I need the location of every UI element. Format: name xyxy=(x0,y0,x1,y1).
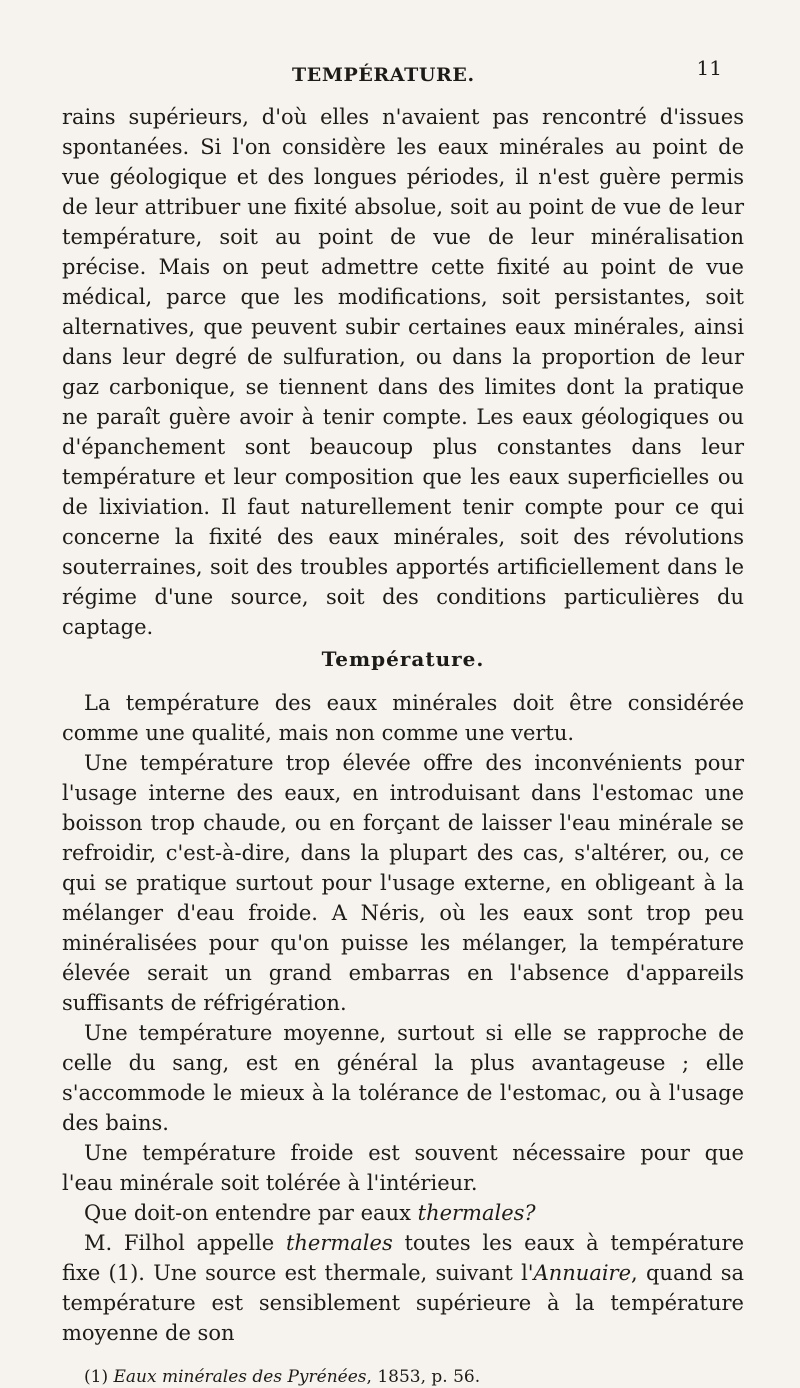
paragraph-7-part-c: , quand sa température est sensiblement supérieure à la température moyenne de son xyxy=(62,1261,744,1345)
paragraph-7 xyxy=(62,1228,744,1348)
running-title: TEMPÉRATURE. xyxy=(292,64,475,86)
paragraph-2: La température des eaux minérales doit être considérée comme une qualité, mais non comme une vertu. xyxy=(62,691,744,745)
paragraph-3: Une température trop élevée offre des inconvénients pour l'usage interne des eaux, en introduisant dans l'estomac une boisson trop chaude, ou en forçant de laisser l'eau minérale se refroidir, c'est-à-dire, dans la plupart des cas, s'altérer, ou, ce qui se pratique surtout pour l'usage externe, en obligeant à la mélanger d'eau froide. A Néris, où les eaux sont trop peu minéralisées pour qu'on puisse les mélanger, la température élevée serait un grand embarras en l'absence d'appareils suffisants de réfrigération. xyxy=(62,751,744,1015)
running-head xyxy=(62,56,744,94)
paragraph-6 xyxy=(62,1198,744,1228)
footnote-title: Eaux minérales des Pyrénées xyxy=(113,1367,367,1387)
paragraph-6-italic: thermales? xyxy=(417,1201,536,1225)
page-text xyxy=(62,102,744,1348)
paragraph-7-part-b: toutes les eaux à température fixe (1). Une source est thermale, suivant l' xyxy=(62,1231,744,1285)
footnote xyxy=(62,1366,744,1388)
paragraph-7-part-a: M. Filhol appelle xyxy=(84,1231,286,1255)
paragraph-4: Une température moyenne, surtout si elle se rapproche de celle du sang, est en général la plus avantageuse ; elle s'accommode le mieux à la tolérance de l'estomac, ou à l'usage des bains. xyxy=(62,1021,744,1135)
footnote-marker: (1) xyxy=(84,1367,114,1387)
paragraph-1: rains supérieurs, d'où elles n'avaient pas rencontré d'issues spontanées. Si l'on considère les eaux minérales au point de vue géologique et des longues périodes, il n'est guère permis de leur attribuer une fixité absolue, soit au point de vue de leur température, soit au point de vue de leur minéralisation précise. Mais on peut admettre cette fixité au point de vue médical, parce que les modifications, soit persistantes, soit alternatives, que peuvent subir certaines eaux minérales, ainsi dans leur degré de sulfuration, ou dans la proportion de leur gaz carbonique, se tiennent dans des limites dont la pratique ne paraît guère avoir à tenir compte. Les eaux géologiques ou d'épanchement sont beaucoup plus constantes dans leur température et leur composition que les eaux superficielles ou de lixiviation. Il faut naturellement tenir compte pour ce qui concerne la fixité des eaux minérales, soit des révolutions souterraines, soit des troubles apportés artificiellement dans le régime d'une source, soit des conditions particulières du captage. xyxy=(62,105,744,639)
paragraph-7-italic-2: Annuaire xyxy=(533,1261,632,1285)
page-number: 11 xyxy=(696,56,722,80)
paragraph-6-text: Que doit-on entendre par eaux xyxy=(84,1201,418,1225)
paragraph-7-italic: thermales xyxy=(285,1231,393,1255)
footnote-rest: , 1853, p. 56. xyxy=(366,1367,481,1387)
section-title: Température. xyxy=(321,647,485,671)
paragraph-5: Une température froide est souvent nécessaire pour que l'eau minérale soit tolérée à l'intérieur. xyxy=(62,1141,744,1195)
